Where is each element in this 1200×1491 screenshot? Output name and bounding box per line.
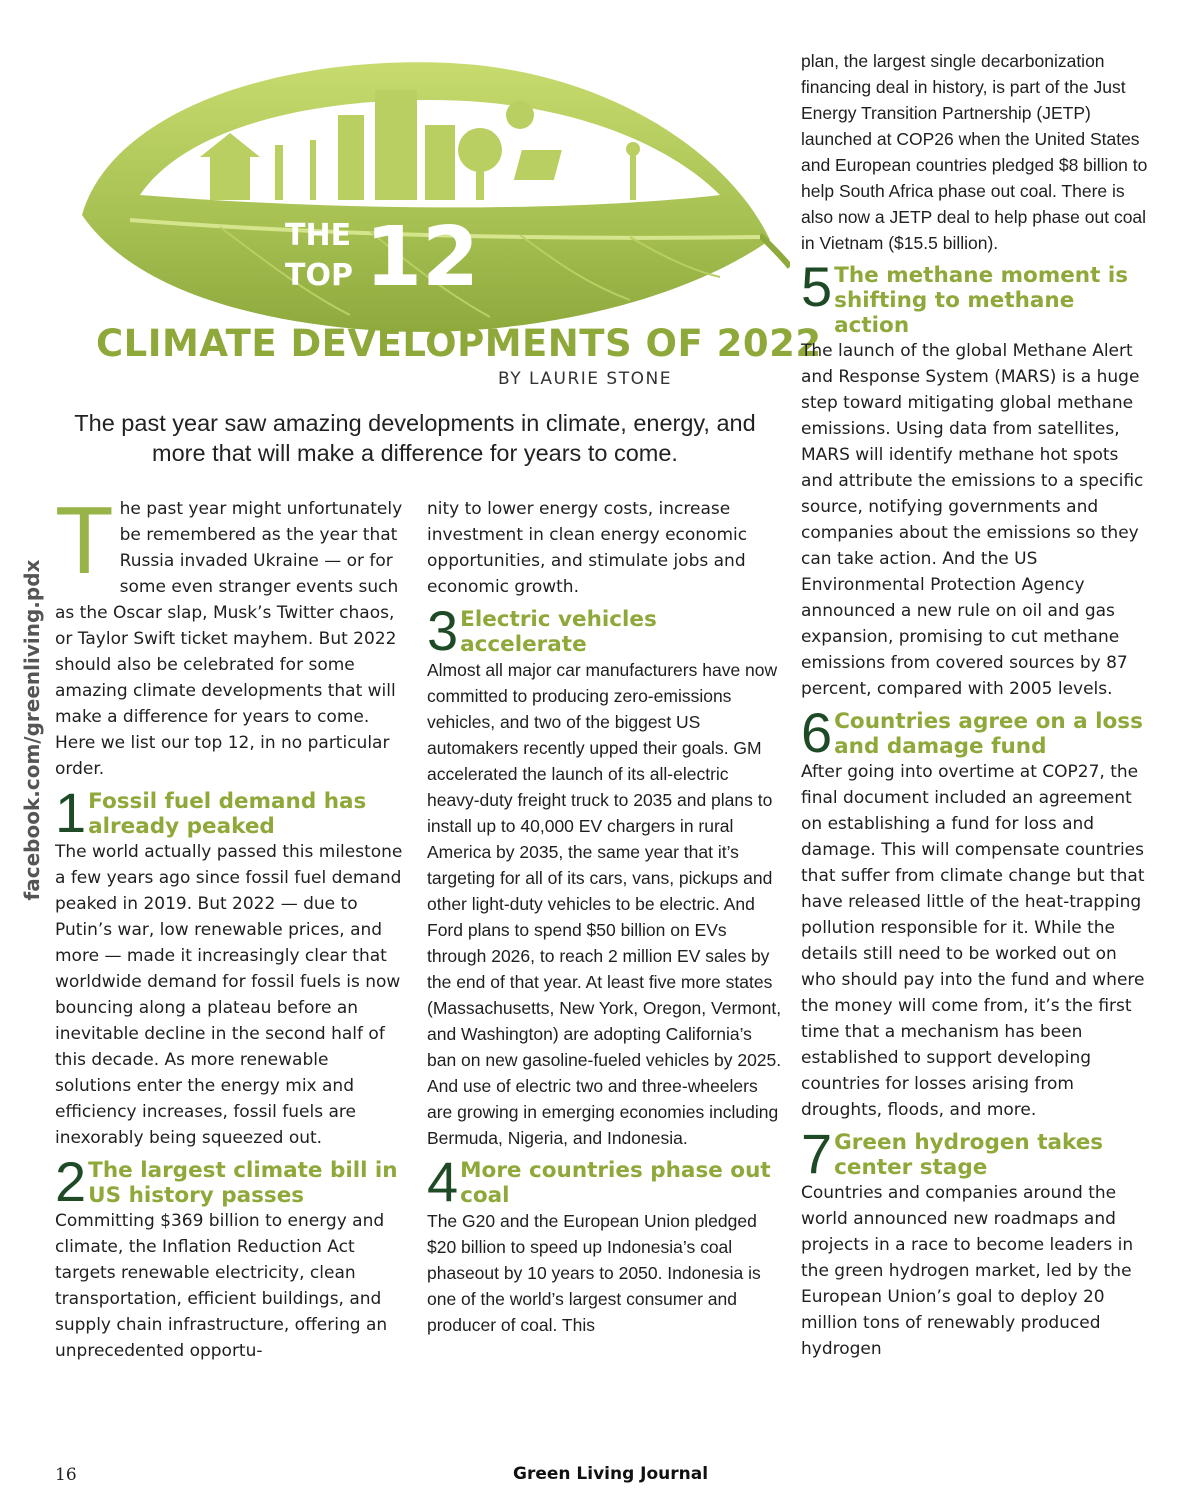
section-body-continued: plan, the largest single decarbonization financing deal in history, is part of the Just Energy Transition Partnership (JETP) launched at COP26 when the United States and European countries pledged $8 billion to help South Africa phase out coal. There is also now a JETP deal to help phase out coal in Vietnam ($15.5 billion). (801, 51, 1148, 253)
opening-text: he past year might unfortunately be remembered as the year that Russia invaded Ukraine — or for some even stranger events such as the Oscar slap, Musk’s Twitter chaos, or Taylor Swift ticket mayhem. But 2022 should also be celebrated for some amazing climate developments that will make a difference for years to come. Here we list our top 12, in no particular order. (55, 499, 403, 779)
section-heading: The largest climate bill in US history passes (88, 1158, 398, 1208)
section-body: Almost all major car manufacturers have now committed to producing zero-emissions vehicles, and two of the biggest US automakers recently upped their goals. GM accelerated the launch of its all-electric heavy-duty freight truck to 2035 and plans to install up to 40,000 EV chargers in rural America by 2035, the same year that it’s targeting for all of its cars, vans, pickups and other light-duty vehicles to be electric. And Ford plans to spend $50 billion on EVs through 2026, to reach 2 million EV sales by the end of that year. At least five more states (Massachusetts, New York, Oregon, Vermont, and Washington) are adopting California’s ban on new gasoline-fueled vehicles by 2025. And use of electric two and three-wheelers are growing in emerging economies including Bermuda, Nigeria, and Indonesia. (427, 660, 782, 1148)
intro-text: The past year saw amazing developments in climate, energy, and more that will make a difference for years to come. (74, 410, 756, 466)
section-heading: The methane moment is shifting to methane action (834, 263, 1129, 338)
section-heading: Green hydrogen takes center stage (834, 1130, 1104, 1180)
section-body-continued: nity to lower energy costs, increase investment in clean energy economic opportunities, and stimulate jobs and economic growth. (427, 499, 748, 597)
hero-title-number: 12 (365, 210, 480, 305)
section-heading: Countries agree on a loss and damage fund (834, 709, 1143, 759)
column-1 (55, 487, 407, 1364)
hero-title-top: TOP (285, 258, 353, 293)
section-body: The launch of the global Methane Alert and Response System (MARS) is a huge step toward mitigating global methane emissions. Using data from satellites, MARS will identify methane hot spots and attribute the emissions to a specific source, notifying governments and companies about the emissions so they can take action. And the US Environmental Protection Agency announced a new rule on oil and gas expansion, promising to cut methane emissions from covered sources by 87 percent, compared with 2005 levels. (801, 341, 1144, 699)
section-6-header (801, 701, 1151, 764)
section-number: 5 (801, 255, 833, 318)
section-1-header (55, 781, 407, 844)
section-number: 7 (801, 1122, 833, 1185)
column-3 (801, 48, 1151, 1362)
column-2 (427, 496, 782, 1338)
section-heading: Fossil fuel demand has already peaked (88, 789, 367, 839)
section-body: The G20 and the European Union pledged $20 billion to speed up Indonesia’s coal phaseout by 10 years to 2050. Indonesia is one of the world’s largest consumer and producer of coal. This (427, 1211, 761, 1335)
journal-name: Green Living Journal (513, 1464, 709, 1484)
section-5-header (801, 255, 1151, 338)
page-number: 16 (55, 1465, 77, 1485)
facebook-sidebar (12, 540, 52, 920)
facebook-url: facebook.com/greenliving.pdx (20, 559, 44, 901)
section-number: 2 (55, 1150, 87, 1213)
section-number: 6 (801, 701, 833, 764)
section-4-header (427, 1150, 782, 1213)
article-title: CLIMATE DEVELOPMENTS OF 2022 (96, 322, 822, 365)
section-number: 3 (427, 599, 459, 662)
hero-title-the: THE (285, 218, 352, 253)
section-2-header (55, 1150, 407, 1213)
section-heading: Electric vehicles accelerate (460, 607, 657, 657)
section-number: 1 (55, 781, 87, 844)
byline: BY LAURIE STONE (498, 369, 672, 389)
leaf-city-icon (70, 45, 790, 345)
section-body: Committing $369 billion to energy and climate, the Inflation Reduction Act targets renewable electricity, clean transportation, efficient buildings, and supply chain infrastructure, offering an unprecedented opportu- (55, 1211, 388, 1361)
hero-leaf-illustration (70, 45, 790, 345)
opening-paragraph (55, 487, 407, 782)
section-3-header (427, 599, 782, 662)
section-body: After going into overtime at COP27, the final document included an agreement on establishing a fund for loss and damage. This will compensate countries that suffer from climate change but that have released little of the heat-trapping pollution responsible for it. While the details still need to be worked out on who should pay into the fund and where the money will come from, it’s the first time that a mechanism has been established to support developing countries for losses arising from droughts, floods, and more. (801, 762, 1145, 1120)
section-body: The world actually passed this milestone a few years ago since fossil fuel demand peaked in 2019. But 2022 — due to Putin’s war, low renewable prices, and more — made it increasingly clear that worldwide demand for fossil fuels is now bouncing along a plateau before an inevitable decline in the second half of this decade. As more renewable solutions enter the energy mix and efficiency increases, fossil fuels are inexorably being squeezed out. (55, 842, 403, 1148)
section-number: 4 (427, 1150, 459, 1213)
section-7-header (801, 1122, 1151, 1185)
dropcap: T (55, 487, 114, 594)
section-heading: More countries phase out coal (460, 1158, 771, 1208)
section-body: Countries and companies around the world announced new roadmaps and projects in a race to become leaders in the green hydrogen market, led by the European Union’s goal to deploy 20 million tons of renewably produced hydrogen (801, 1183, 1134, 1359)
